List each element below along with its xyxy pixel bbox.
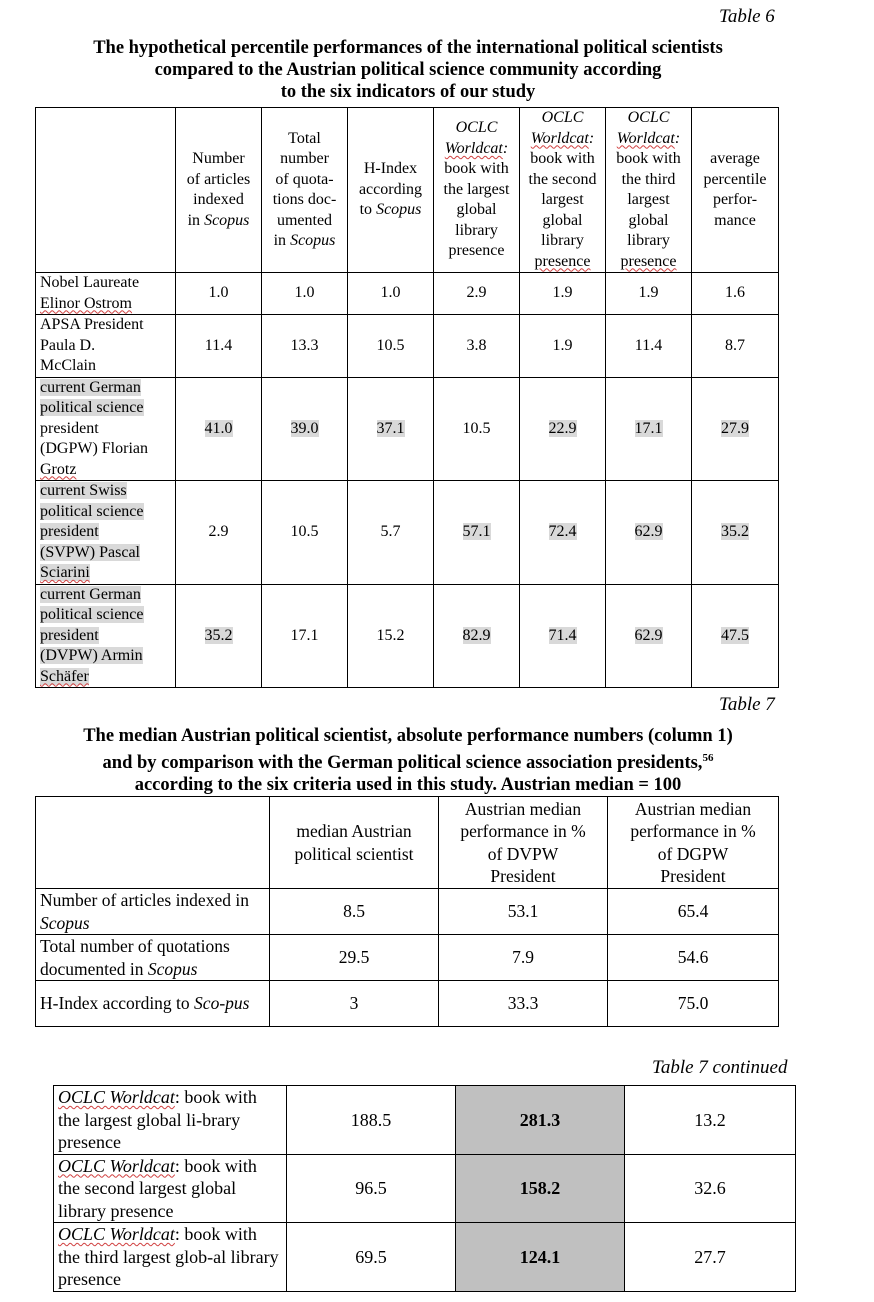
header-oclc-third: OCLC Worldcat: book with the third largest global library presence xyxy=(606,108,692,273)
cell: 1.9 xyxy=(520,315,606,378)
cell: 1.6 xyxy=(692,273,779,315)
table7-title-line: and by comparison with the German political science association presidents, xyxy=(102,753,703,774)
table-row xyxy=(36,889,779,935)
header-median: median Austrian political scientist xyxy=(270,797,439,889)
cell: 7.9 xyxy=(439,935,608,981)
cell: 3 xyxy=(270,981,439,1027)
table-row xyxy=(54,1223,796,1292)
cell: 8.7 xyxy=(692,315,779,378)
table-row xyxy=(54,1154,796,1223)
table7-caption: Table 7 xyxy=(719,694,775,715)
cell: 54.6 xyxy=(608,935,779,981)
cell: 1.0 xyxy=(262,273,348,315)
table-row xyxy=(36,481,779,585)
cell: 158.2 xyxy=(456,1154,625,1223)
cell: 13.3 xyxy=(262,315,348,378)
row-label-schaefer: current German political science president (DVPW) Armin Schäfer xyxy=(36,584,176,688)
table7-corner xyxy=(36,797,270,889)
cell: 1.0 xyxy=(348,273,434,315)
cell: 29.5 xyxy=(270,935,439,981)
header-hindex: H-Index according to Scopus xyxy=(348,108,434,273)
cell: 47.5 xyxy=(721,626,749,644)
table7 xyxy=(35,796,779,1027)
cell: 37.1 xyxy=(376,419,405,437)
header-quotations: Total number of quota- tions doc- umented in Scopus xyxy=(262,108,348,273)
cell: 10.5 xyxy=(348,315,434,378)
cell: 39.0 xyxy=(290,419,319,437)
cell: 82.9 xyxy=(462,626,491,644)
cell: 8.5 xyxy=(270,889,439,935)
footnote-ref[interactable]: 56 xyxy=(702,752,714,764)
table-row xyxy=(36,315,779,378)
cell: 35.2 xyxy=(721,523,749,540)
table6-title-line: to the six indicators of our study xyxy=(280,82,536,102)
cell: 10.5 xyxy=(462,419,491,437)
table6-title xyxy=(30,37,786,103)
table-row xyxy=(36,981,779,1027)
cell: 57.1 xyxy=(462,523,491,540)
cell: 22.9 xyxy=(548,419,577,437)
table7-continued xyxy=(53,1085,796,1292)
table6-corner xyxy=(36,108,176,273)
table-row xyxy=(36,273,779,315)
cell: 1.9 xyxy=(606,273,692,315)
table7-title xyxy=(30,725,786,796)
table-row xyxy=(36,935,779,981)
cell: 27.7 xyxy=(625,1223,796,1292)
row-label-sciarini: current Swiss political science president (SVPW) Pascal Sciarini xyxy=(36,481,176,585)
cell: 33.3 xyxy=(439,981,608,1027)
cell: 2.9 xyxy=(434,273,520,315)
row-label-grotz: current German political science president (DGPW) Florian Grotz xyxy=(36,377,176,481)
table6-title-line: The hypothetical percentile performances of the international political scientists xyxy=(93,38,723,58)
cell: 35.2 xyxy=(204,626,233,644)
cell: 5.7 xyxy=(380,523,401,540)
cell: 72.4 xyxy=(548,523,577,540)
table6-title-line: compared to the Austrian political science community according xyxy=(154,60,662,80)
cell: 1.0 xyxy=(176,273,262,315)
cell: 71.4 xyxy=(548,626,577,644)
cell: 124.1 xyxy=(456,1223,625,1292)
table-row xyxy=(36,377,779,481)
table7-header-row xyxy=(36,797,779,889)
row-label-ostrom: Nobel Laureate Elinor Ostrom xyxy=(36,273,176,315)
cell: 281.3 xyxy=(456,1086,625,1155)
cell: 3.8 xyxy=(434,315,520,378)
table-row xyxy=(36,584,779,688)
cell: 69.5 xyxy=(287,1223,456,1292)
header-dgpw: Austrian median performance in % of DGPW President xyxy=(608,797,779,889)
table7-title-line: The median Austrian political scientist, absolute performance numbers (column 1) xyxy=(83,726,733,746)
cell: 11.4 xyxy=(606,315,692,378)
row-label: H-Index according to Sco-pus xyxy=(36,981,270,1027)
header-dvpw: Austrian median performance in % of DVPW President xyxy=(439,797,608,889)
cell: 1.9 xyxy=(520,273,606,315)
cell: 75.0 xyxy=(608,981,779,1027)
header-articles: Number of articles indexed in Scopus xyxy=(176,108,262,273)
table7-continued-caption: Table 7 continued xyxy=(652,1057,788,1078)
cell: 53.1 xyxy=(439,889,608,935)
row-label: Number of articles indexed in Scopus xyxy=(36,889,270,935)
cell: 13.2 xyxy=(625,1086,796,1155)
table6 xyxy=(35,107,779,688)
cell: 17.1 xyxy=(634,419,663,437)
row-label-mcclain: APSA President Paula D. McClain xyxy=(36,315,176,378)
header-oclc-second: OCLC Worldcat: book with the second largest global library presence xyxy=(520,108,606,273)
header-average: average percentile perfor- mance xyxy=(692,108,779,273)
cell: 62.9 xyxy=(634,523,663,540)
row-label: Total number of quotations documented in Scopus xyxy=(36,935,270,981)
cell: 15.2 xyxy=(376,626,405,644)
row-label: OCLC Worldcat: book with the second largest global library presence xyxy=(54,1154,287,1223)
cell: 27.9 xyxy=(721,419,749,437)
cell: 96.5 xyxy=(287,1154,456,1223)
cell: 65.4 xyxy=(608,889,779,935)
table6-caption: Table 6 xyxy=(719,6,775,27)
row-label: OCLC Worldcat: book with the largest global li-brary presence xyxy=(54,1086,287,1155)
header-oclc-largest: OCLC Worldcat: book with the largest global library presence xyxy=(434,108,520,273)
cell: 32.6 xyxy=(625,1154,796,1223)
cell: 62.9 xyxy=(634,626,663,644)
cell: 11.4 xyxy=(176,315,262,378)
cell: 17.1 xyxy=(290,626,319,644)
cell: 41.0 xyxy=(204,419,233,437)
cell: 188.5 xyxy=(287,1086,456,1155)
cell: 10.5 xyxy=(290,523,319,540)
table7-title-line: according to the six criteria used in this study. Austrian median = 100 xyxy=(134,775,682,796)
cell: 2.9 xyxy=(208,523,229,540)
table6-header-row xyxy=(36,108,779,273)
row-label: OCLC Worldcat: book with the third largest glob-al library presence xyxy=(54,1223,287,1292)
table-row xyxy=(54,1086,796,1155)
